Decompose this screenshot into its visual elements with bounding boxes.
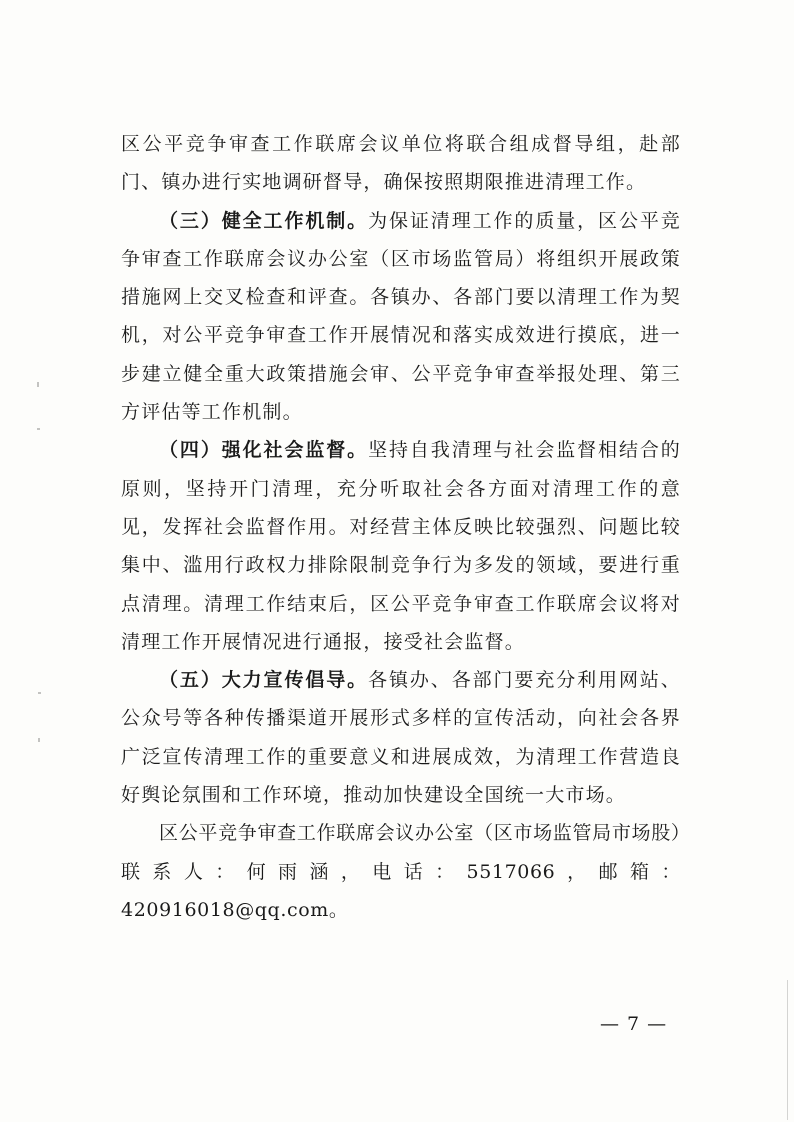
paragraph-work-mechanism [121,202,681,432]
section-heading-4: （四）强化社会监督。 [159,439,369,462]
paragraph-text: 各镇办、各部门要充分利用网站、公众号等各种传播渠道开展形式多样的宣传活动，向社会各界广泛宣传清理工作的重要意义和进展成效，为清理工作营造良好舆论氛围和工作环境，推动加快建设全国统一大市场。 [121,669,681,807]
paragraph-continuation [121,125,681,202]
paragraph-text: 为保证清理工作的质量，区公平竞争审查工作联席会议办公室（区市场监管局）将组织开展政策措施网上交叉检查和评查。各镇办、各部门要以清理工作为契机，对公平竞争审查工作开展情况和落实成效进行摸底，进一步建立健全重大政策措施会审、公平竞争审查举报处理、第三方评估等工作机制。 [121,209,681,424]
contact-info: 区公平竞争审查工作联席会议办公室（区市场监管局市场股）联系人：何雨涵，电话：5517066，邮箱：420916018@qq.com。 [121,822,681,921]
scan-dot [37,428,40,430]
scan-dot [38,692,41,694]
document-body [121,125,681,929]
scan-edge-line [787,980,788,1120]
paragraph-text: 区公平竞争审查工作联席会议单位将联合组成督导组，赴部门、镇办进行实地调研督导，确保按照期限推进清理工作。 [121,133,681,194]
paragraph-text: 坚持自我清理与社会监督相结合的原则，坚持开门清理，充分听取社会各方面对清理工作的意见，发挥社会监督作用。对经营主体反映比较强烈、问题比较集中、滥用行政权力排除限制竞争行为多发的领域，要进行重点清理。清理工作结束后，区公平竞争审查工作联席会议将对清理工作开展情况进行通报，接受社会监督。 [121,439,681,653]
paragraph-social-supervision [121,431,681,661]
scan-dot [38,738,40,742]
page-number: — 7 — [600,1013,668,1035]
section-heading-3: （三）健全工作机制。 [159,209,369,232]
section-heading-5: （五）大力宣传倡导。 [159,669,369,692]
scan-dot [37,382,39,387]
paragraph-publicity [121,661,681,814]
